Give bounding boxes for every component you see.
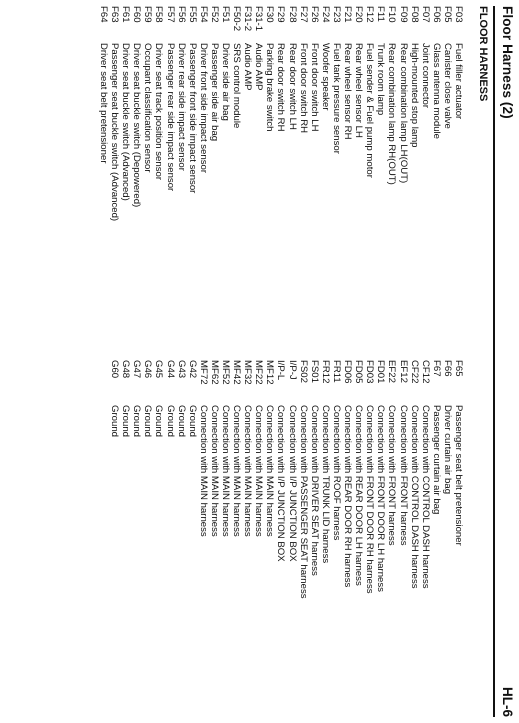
connector-code: G48	[120, 360, 132, 379]
connector-code: F31-1	[253, 6, 265, 32]
connector-description: Driver side air bag	[220, 43, 232, 121]
connector-row	[142, 360, 153, 690]
connector-code: MF12	[264, 360, 276, 385]
connector-description: Rear door switch RH	[275, 43, 287, 132]
connector-description: Connection with FRONT harness	[397, 405, 409, 546]
connector-description: Driver curtain air bag	[441, 405, 453, 495]
connector-code: F56	[175, 6, 187, 23]
connector-code: F10	[386, 6, 398, 23]
connector-row	[164, 360, 175, 690]
connector-code: F11	[375, 6, 387, 22]
connector-code: F29	[275, 6, 287, 23]
connector-code: I/P-J	[286, 360, 298, 380]
connector-code: F58	[153, 6, 165, 23]
connector-description: Ground	[153, 405, 165, 437]
connector-row	[198, 360, 209, 690]
connector-code: EF22	[386, 360, 398, 383]
connector-description: Rear combination lamp RH(OUT)	[386, 43, 398, 185]
connector-row	[331, 6, 342, 336]
connector-row	[442, 360, 453, 690]
connector-row	[386, 6, 397, 336]
connector-code: F12	[364, 6, 376, 23]
connector-description: Connection with REAR DOOR RH harness	[342, 405, 354, 588]
connector-row	[120, 6, 131, 336]
connector-description: Ground	[175, 405, 187, 437]
connector-row	[176, 6, 187, 336]
connector-row	[364, 6, 375, 336]
connector-row	[309, 6, 320, 336]
connector-code: G47	[131, 360, 143, 379]
connector-code: F66	[441, 360, 453, 377]
connector-description: Fuel filler actuator	[453, 43, 464, 120]
connector-row	[231, 360, 242, 690]
connector-row	[431, 6, 442, 336]
connector-description: Passenger side air bag	[208, 43, 220, 142]
connector-description: Connection with DRIVER SEAT harness	[308, 405, 320, 576]
connector-row	[342, 360, 353, 690]
connector-code: F55	[186, 6, 198, 23]
connector-description: Driver front side impact sensor	[197, 43, 209, 174]
connector-code: F59	[142, 6, 154, 23]
connector-code: F57	[164, 6, 176, 23]
connector-code: F07	[419, 6, 431, 23]
connector-code: MF42	[231, 360, 243, 385]
connector-description: Rear wheel sensor LH	[353, 43, 365, 138]
connector-row	[198, 6, 209, 336]
connector-description: Driver seat belt pretensioner	[98, 43, 109, 164]
connector-description: Glass antenna module	[430, 43, 442, 139]
connector-code: F03	[453, 6, 464, 23]
page-number: HL-6	[500, 687, 515, 717]
connector-description: Driver seat buckle switch (Advanced)	[120, 43, 132, 201]
connector-code: G60	[109, 360, 121, 379]
connector-row	[253, 360, 264, 690]
connector-description: Connection with REAR DOOR LH harness	[353, 405, 365, 586]
connector-description: Connection with CONTROL DASH harness	[408, 405, 420, 589]
connector-row	[342, 6, 353, 336]
connector-row	[409, 360, 420, 690]
connector-description: Connection with I/P JUNCTION BOX	[275, 405, 287, 562]
connector-description: Passenger rear side impact sensor	[164, 43, 176, 192]
connector-row	[109, 6, 120, 336]
connector-code: G45	[153, 360, 165, 379]
connector-description: Driver seat track position sensor	[153, 43, 165, 181]
connector-code: F26	[308, 6, 320, 23]
connector-code: F64	[98, 6, 109, 23]
connector-row	[309, 360, 320, 690]
connector-description: Driver seat buckle switch (Depowered)	[131, 43, 143, 208]
connector-row	[153, 6, 164, 336]
connector-code: F65	[453, 360, 464, 377]
connector-row	[353, 360, 364, 690]
connector-row	[264, 360, 275, 690]
connector-code: F20	[353, 6, 365, 23]
connector-description: Occupant classification sensor	[142, 43, 154, 173]
connector-row	[353, 6, 364, 336]
connector-description: Rear door switch LH	[286, 43, 298, 130]
connector-code: G42	[186, 360, 198, 379]
connector-description: Ground	[186, 405, 198, 437]
connector-code: F60	[131, 6, 143, 23]
connector-row	[176, 360, 187, 690]
connector-description: Connection with TRUNK LID harness	[319, 405, 331, 564]
connector-description: Audio AMP	[253, 43, 265, 91]
connector-code: FD06	[342, 360, 354, 384]
connector-code: MF72	[197, 360, 209, 385]
connector-code: FS02	[297, 360, 309, 383]
connector-description: Connection with MAIN harness	[264, 405, 276, 537]
connector-description: Ground	[109, 405, 121, 437]
connector-code: G46	[142, 360, 154, 379]
connector-code: F09	[397, 6, 409, 23]
connector-row	[298, 360, 309, 690]
connector-row	[397, 6, 408, 336]
connector-description: Fuel tank pressure sensor	[330, 43, 342, 154]
connector-row	[431, 360, 442, 690]
connector-code: F27	[297, 6, 309, 23]
connector-description: Connection with MAIN harness	[242, 405, 254, 537]
connector-row	[253, 6, 264, 336]
connector-row	[153, 360, 164, 690]
connector-row	[287, 360, 298, 690]
connector-row	[242, 6, 253, 336]
connector-code: FD05	[353, 360, 365, 384]
connector-description: Connection with CONTROL DASH harness	[419, 405, 431, 589]
connector-list-right	[109, 360, 464, 690]
connector-row	[209, 6, 220, 336]
connector-code: F21	[342, 6, 354, 23]
connector-description: Ground	[120, 405, 132, 437]
connector-code: I/P-L	[275, 360, 287, 381]
connector-row	[275, 6, 286, 336]
connector-code: MF32	[242, 360, 254, 385]
connector-description: High-mounted stop lamp	[408, 43, 420, 148]
connector-row	[242, 360, 253, 690]
connector-code: F61	[120, 6, 132, 23]
connector-code: F05	[441, 6, 453, 23]
connector-code: G44	[164, 360, 176, 379]
connector-code: MF62	[208, 360, 220, 385]
connector-row	[231, 6, 242, 336]
connector-description: Connection with MAIN harness	[253, 405, 265, 537]
connector-code: EF12	[397, 360, 409, 383]
connector-description: Audio AMP	[242, 43, 254, 91]
connector-code: F23	[330, 6, 342, 23]
connector-description: Ground	[164, 405, 176, 437]
section-title: FLOOR HARNESS	[477, 6, 489, 102]
connector-code: F31-2	[242, 6, 254, 32]
connector-code: F67	[430, 360, 442, 377]
connector-code: G43	[175, 360, 187, 379]
connector-code: FS01	[308, 360, 320, 383]
connector-code: MF22	[253, 360, 265, 385]
connector-code: F63	[109, 6, 121, 23]
connector-description: Passenger front side impact sensor	[186, 43, 198, 194]
connector-code: F52	[208, 6, 220, 23]
connector-description: Passenger curtain air bag	[430, 405, 442, 515]
connector-row	[364, 360, 375, 690]
connector-description: Joint connector	[419, 43, 431, 109]
connector-description: Connection with ROOF harness	[330, 405, 342, 541]
connector-description: Connection with I/P JUNCTION BOX	[286, 405, 298, 562]
connector-code: FR12	[319, 360, 331, 384]
page-title: Floor Harness (2)	[500, 6, 515, 119]
connector-row	[131, 6, 142, 336]
connector-code: CF22	[408, 360, 420, 384]
connector-row	[397, 360, 408, 690]
page-header	[495, 6, 515, 717]
connector-description: Parking brake switch	[264, 43, 276, 132]
connector-row	[386, 360, 397, 690]
connector-row	[187, 6, 198, 336]
connector-row	[453, 360, 464, 690]
connector-row	[287, 6, 298, 336]
connector-row	[187, 360, 198, 690]
connector-code: FR11	[330, 360, 342, 383]
connector-description: Passenger seat buckle switch (Advanced)	[109, 43, 121, 222]
connector-code: F30	[264, 6, 276, 23]
connector-code: FD03	[364, 360, 376, 384]
connector-row	[120, 360, 131, 690]
connector-row	[320, 360, 331, 690]
connector-description: Passenger seat belt pretensioner	[453, 405, 464, 546]
connector-row	[264, 6, 275, 336]
header-divider	[493, 6, 495, 717]
connector-row	[109, 360, 120, 690]
connector-code: FD01	[375, 360, 387, 384]
connector-row	[142, 6, 153, 336]
connector-code: F51	[220, 6, 232, 23]
connector-description: SRS control module	[231, 43, 243, 129]
connector-description: Connection with PASSENGER SEAT harness	[297, 405, 309, 599]
connector-description: Connection with MAIN harness	[197, 405, 209, 537]
connector-row	[331, 360, 342, 690]
connector-code: CF12	[419, 360, 431, 384]
connector-description: Driver rear side impact sensor	[175, 43, 187, 171]
connector-row	[275, 360, 286, 690]
connector-description: Connection with FRONT DOOR RH harness	[364, 405, 376, 594]
connector-row	[375, 360, 386, 690]
connector-row	[420, 360, 431, 690]
connector-description: Rear wheel sensor RH	[342, 43, 354, 140]
connector-list-left	[98, 6, 464, 336]
connector-code: MF52	[220, 360, 232, 385]
connector-row	[209, 360, 220, 690]
connector-code: F54	[197, 6, 209, 23]
connector-row	[320, 6, 331, 336]
connector-description: Connection with FRONT harness	[386, 405, 398, 546]
connector-row	[375, 6, 386, 336]
connector-description: Connection with FRONT DOOR LH harness	[375, 405, 387, 592]
connector-row	[131, 360, 142, 690]
connector-code: F24	[319, 6, 331, 23]
connector-row	[98, 6, 109, 336]
connector-description: Ground	[142, 405, 154, 437]
connector-description: Connection with MAIN harness	[208, 405, 220, 537]
connector-row	[442, 6, 453, 336]
connector-row	[420, 6, 431, 336]
connector-description: Ground	[131, 405, 143, 437]
connector-description: Rear combination lamp LH(OUT)	[397, 43, 409, 184]
connector-row	[164, 6, 175, 336]
connector-row	[220, 360, 231, 690]
connector-description: Fuel sender & Fuel pump motor	[364, 43, 376, 178]
connector-description: Trunk room lamp	[375, 43, 387, 116]
connector-code: F08	[408, 6, 420, 23]
connector-code: F28	[286, 6, 298, 23]
connector-description: Front door switch RH	[297, 43, 309, 134]
connector-code: F50-2	[231, 6, 243, 32]
connector-description: Connection with MAIN harness	[220, 405, 232, 537]
connector-description: Front door switch LH	[308, 43, 320, 132]
connector-row	[409, 6, 420, 336]
connector-code: F06	[430, 6, 442, 23]
connector-description: Canister close valve	[441, 43, 453, 129]
connector-row	[298, 6, 309, 336]
connector-row	[453, 6, 464, 336]
connector-row	[220, 6, 231, 336]
connector-description: Woofer speaker	[319, 43, 331, 111]
connector-description: Connection with MAIN harness	[231, 405, 243, 537]
